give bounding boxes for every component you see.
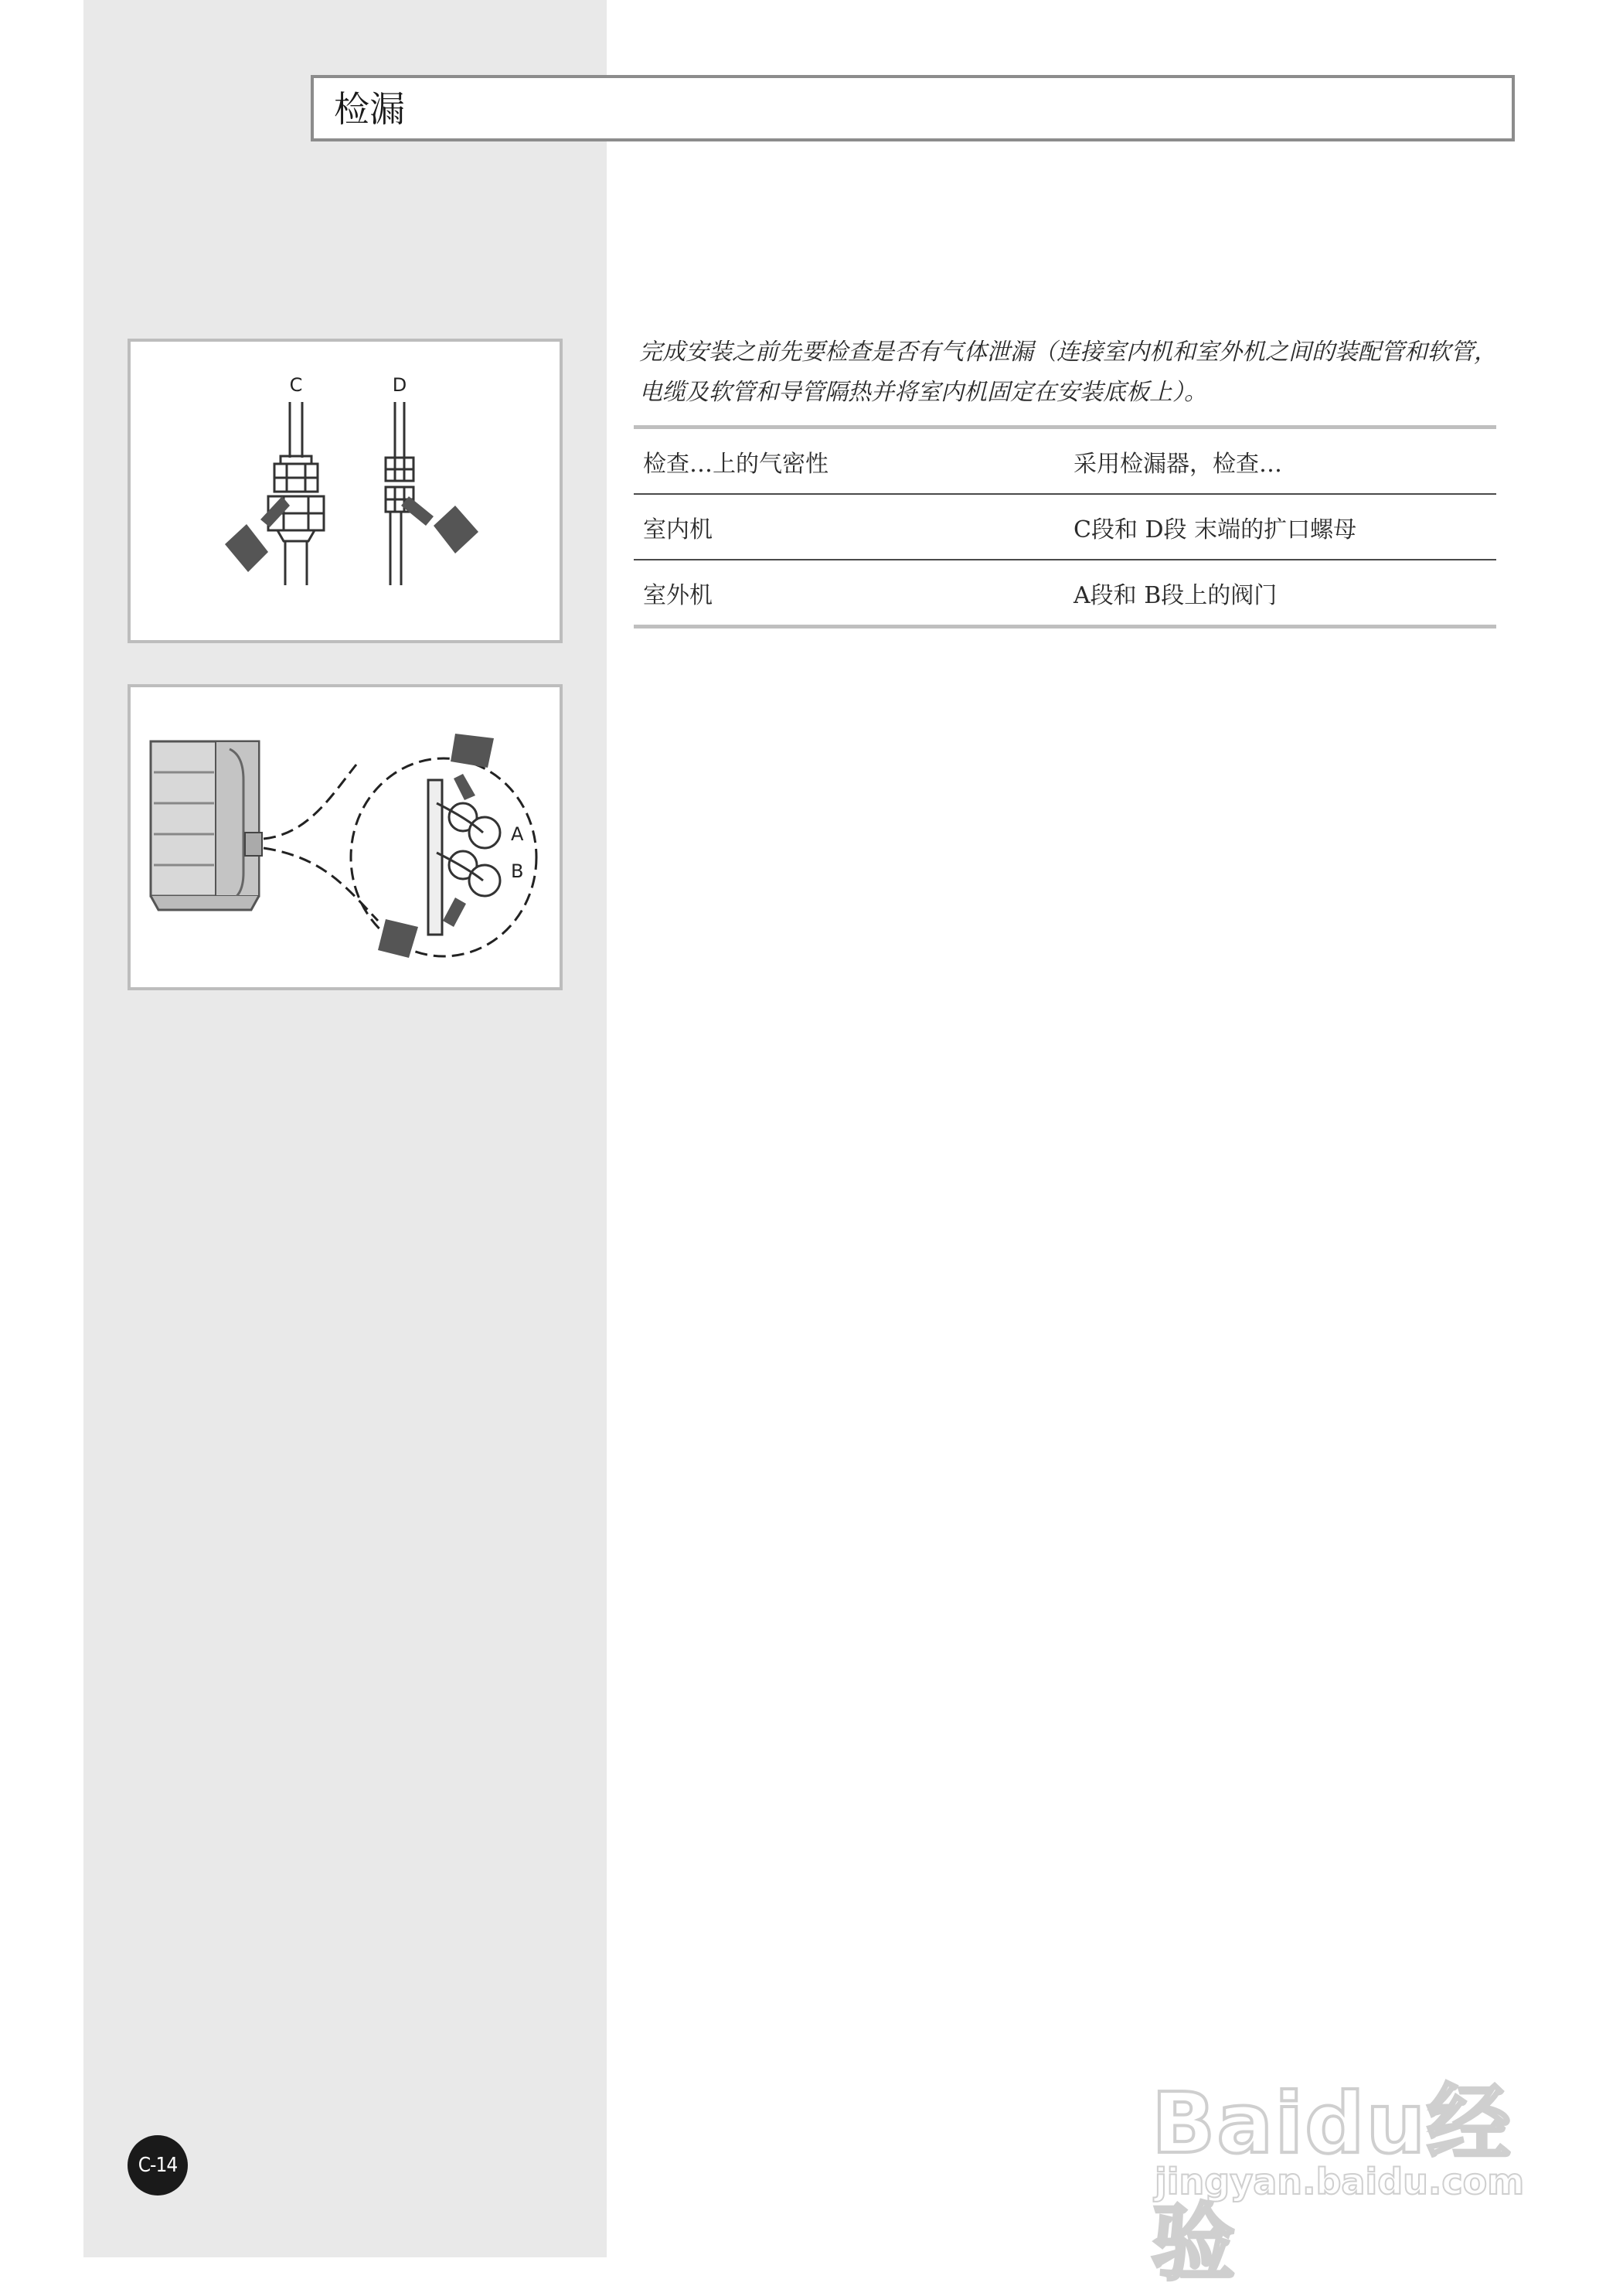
indoor-flare-nut-figure [128, 339, 563, 643]
label-b: B [511, 860, 524, 882]
watermark-logo: Baidu经验 [1152, 2076, 1512, 2292]
table-header-cell: 检查…上的气密性 [634, 428, 1064, 495]
outdoor-unit [151, 741, 262, 910]
detector-probe-bottom [378, 919, 418, 958]
table-cell: 室内机 [634, 494, 1064, 560]
table-cell: C段和 D段 末端的扩口螺母 [1064, 494, 1496, 560]
page-number-badge: C-14 [128, 2135, 188, 2196]
table-row [634, 494, 1496, 560]
section-title-box [311, 75, 1515, 141]
watermark [1152, 2010, 1538, 2292]
table-row [634, 560, 1496, 627]
watermark-url: jingyan.baidu.com [1155, 2161, 1525, 2202]
detector-probe-top [451, 734, 494, 768]
detector-beam-top [454, 774, 475, 800]
valve-illustration [131, 687, 560, 987]
table-cell: 室外机 [634, 560, 1064, 627]
table-header-cell: 采用检漏器，检查… [1064, 428, 1496, 495]
table-cell: A段和 B段上的阀门 [1064, 560, 1496, 627]
detector-beam-left [260, 496, 290, 527]
leak-check-table [634, 425, 1496, 629]
flare-nut-illustration [131, 342, 560, 640]
intro-paragraph: 完成安装之前先要检查是否有气体泄漏（连接室内机和室外机之间的装配管和软管，电缆及软管和导管隔热并将室内机固定在安装底板上）。 [639, 339, 1497, 406]
detector-probe-left [225, 524, 268, 572]
label-d: D [392, 374, 407, 396]
outdoor-valve-figure [128, 684, 563, 990]
detector-probe-right [434, 506, 478, 554]
page-title: 检漏 [334, 88, 405, 130]
label-a: A [511, 823, 524, 845]
table-header-row [634, 428, 1496, 495]
detector-beam-bottom [443, 898, 466, 927]
label-c: C [289, 374, 303, 396]
